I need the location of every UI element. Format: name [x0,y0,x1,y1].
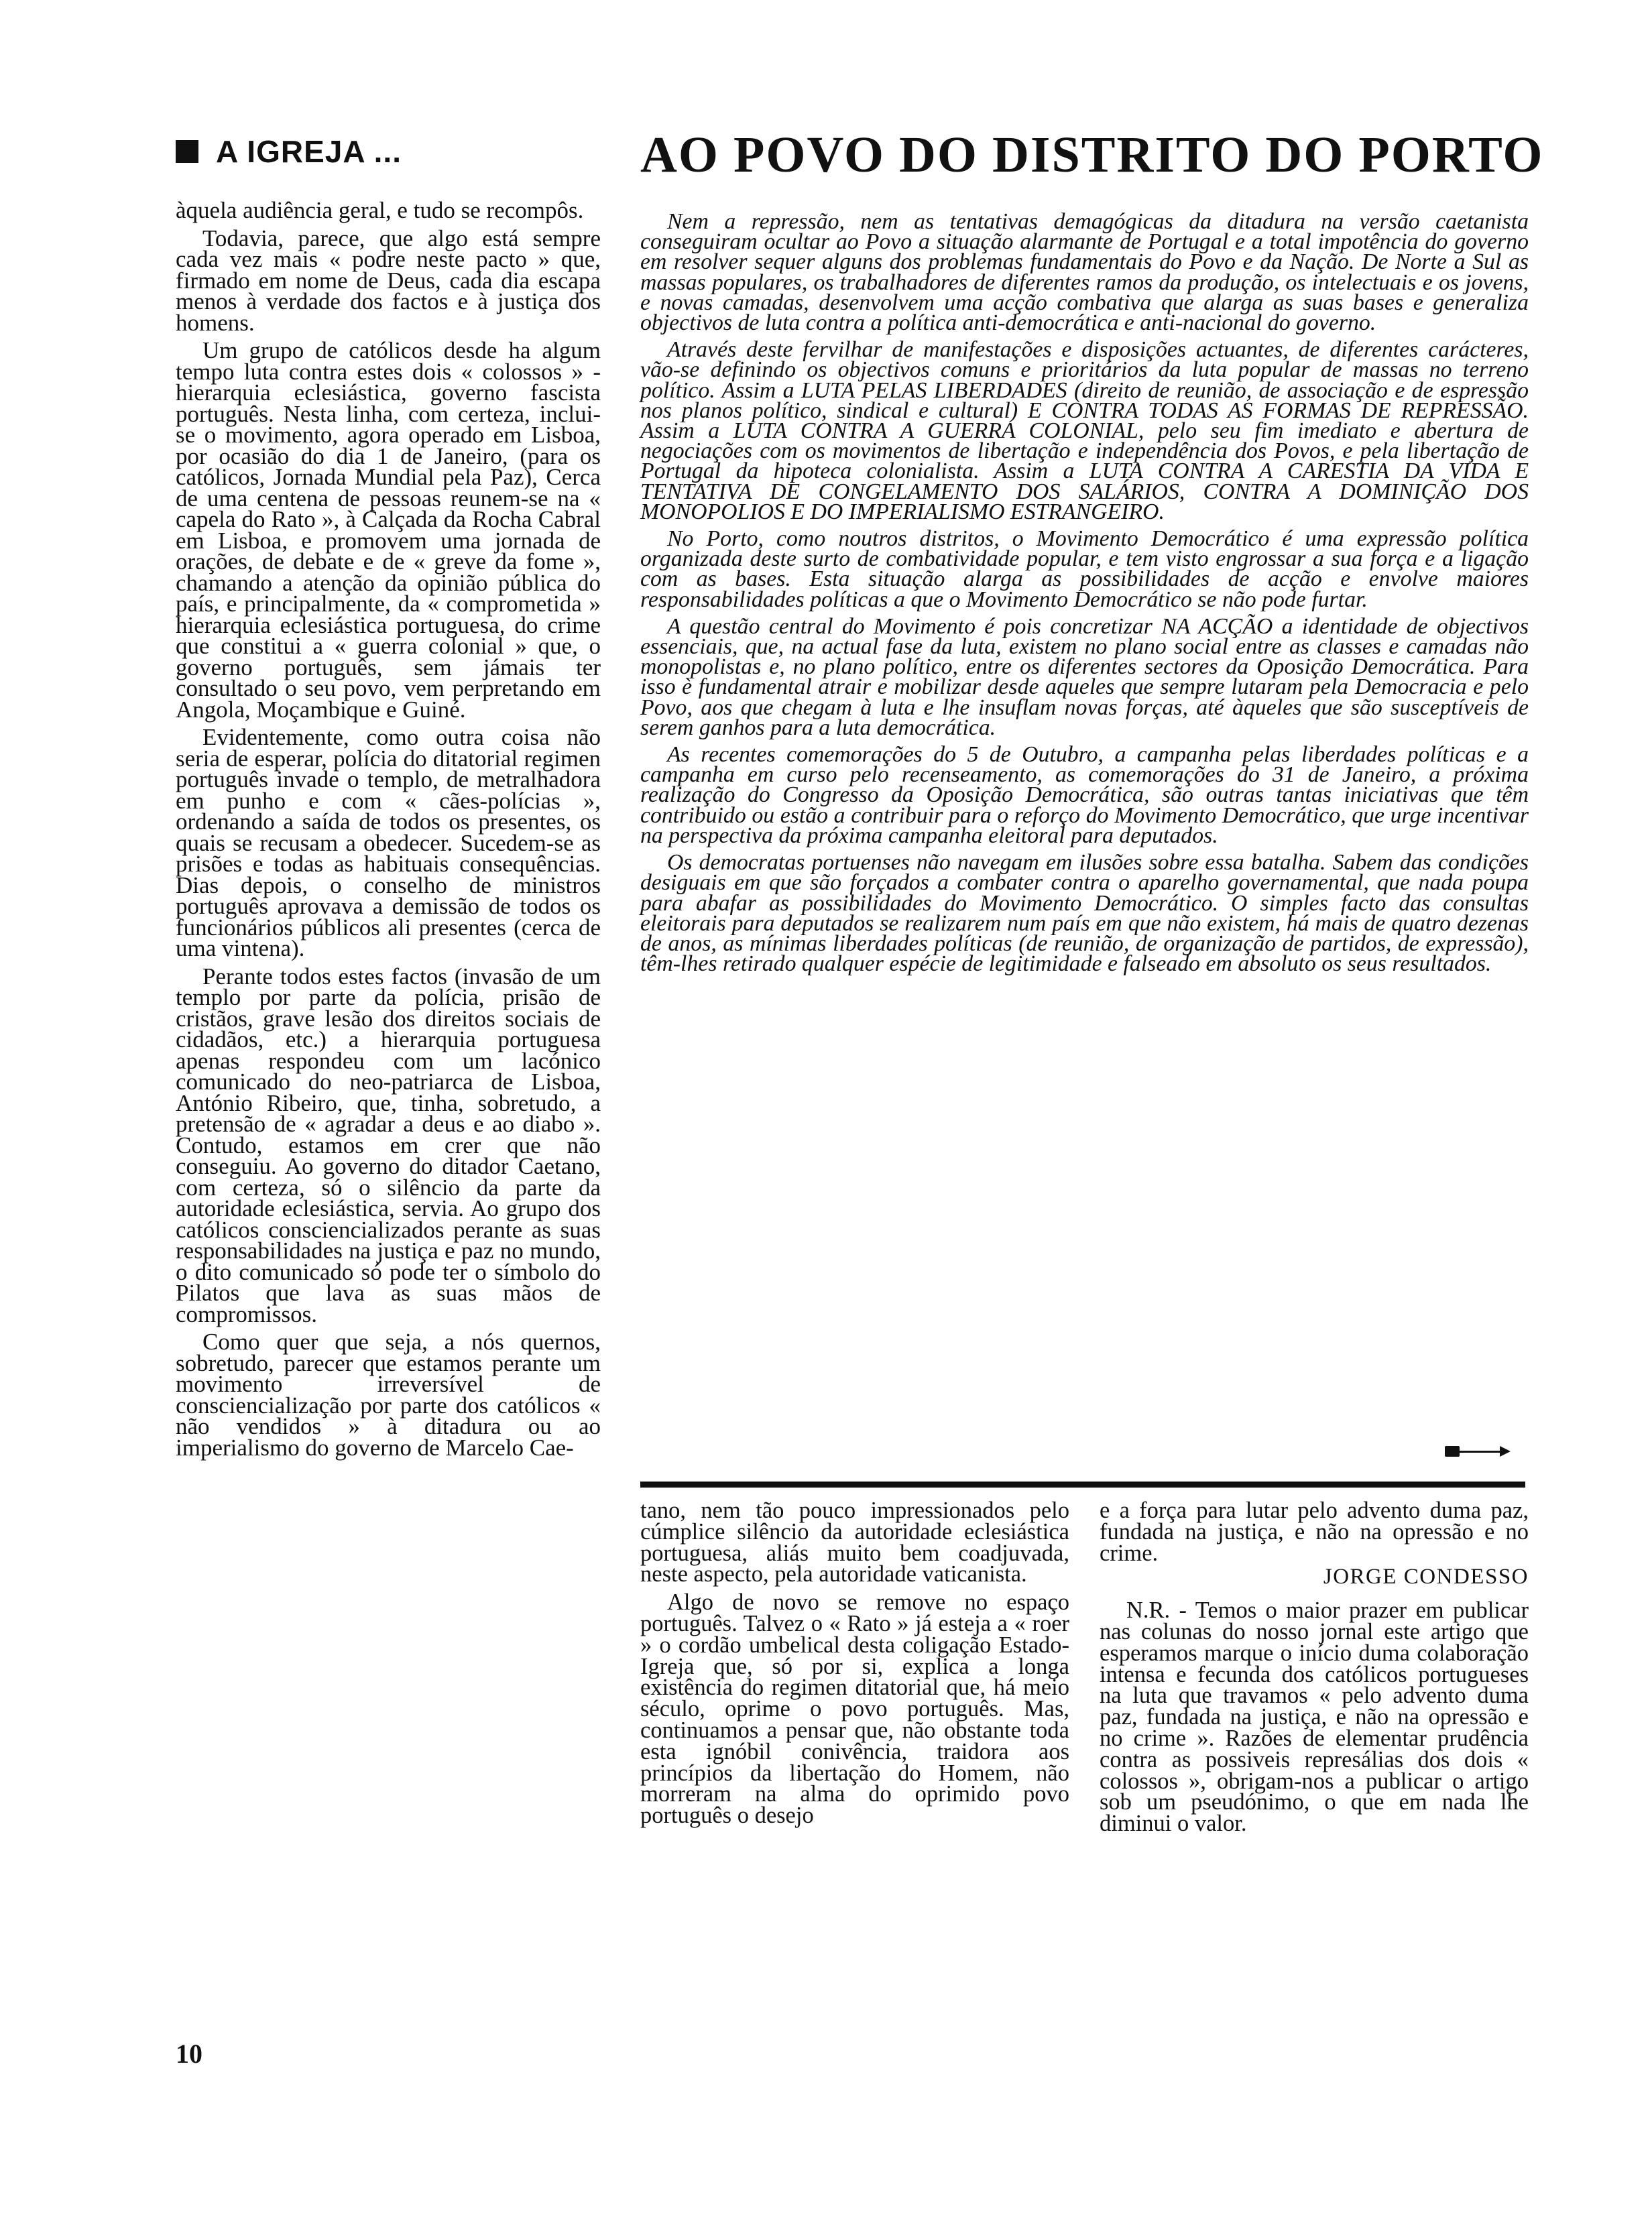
divider-rule [640,1482,1525,1488]
paragraph: As recentes comemorações do 5 de Outubro, a campanha pelas liberdades políticas e a campanha em curso pelo recenseamento, as comemorações do 31 de Janeiro, a próxima realização do Congresso da Oposição Democrática, são outras tantas iniciativas que têm contribuido ou estão a contribuir para o reforço do Movimento Democrático, que urge incentivar na perspectiva da próxima campanha eleitoral para deputados. [640,742,1529,848]
paragraph: Como quer que seja, a nós quernos, sobretudo, parecer que estamos perante um movimento irreversível de consciencialização por parte dos católicos « não vendidos » à ditadura ou ao imperialismo do governo de Marcelo Cae- [176,1329,601,1461]
paragraph: Perante todos estes factos (invasão de um templo por parte da polícia, prisão de cristãos, grave lesão dos direitos sociais de cidadãos, etc.) a hierarquia portuguesa apenas respondeu com um lacónico comunicado do neo-patriarca de Lisboa, António Ribeiro, que, tinha, sobretudo, a pretensão de « agradar a deus e ao diabo ». Contudo, estamos em crer que não conseguiu. Ao governo do ditador Caetano, com certeza, só o silêncio da parte da autoridade eclesiástica, servia. Ao grupo dos católicos consciencializados perante as suas responsabilidades na justiça e paz no mundo, o dito comunicado só pode ter o símbolo do Pilatos que lava as suas mãos de compromissos. [176,963,601,1327]
paragraph: No Porto, como noutros distritos, o Movimento Democrático é uma expressão política organizada deste surto de combatividade popular, e tem visto engrossar a sua força e a ligação com as bases. Esta situação alarga as possibilidades de acção e envolve maiores responsabilidades políticas a que o Movimento Democrático se não pode furtar. [640,526,1529,612]
paragraph: Um grupo de católicos desde ha algum tempo luta contra estes dois « colossos » - hierarquia eclesiástica, governo fascista português. Nesta linha, com certeza, inclui-se o movimento, agora operado em Lisboa, por ocasião do dia 1 de Janeiro, (para os católicos, Jornada Mundial pela Paz), Cerca de uma centena de pessoas reunem-se na « capela do Rato », à Calçada da Rocha Cabral em Lisboa, e promovem uma jornada de orações, de debate e de « greve da fome », chamando a atenção da opinião pública do país, e principalmente, da « comprometida » hierarquia eclesiástica portuguesa, do crime que constitui a « guerra colonial » que, o governo português, sem jámais ter consultado o seu povo, vem perpretando em Angola, Moçambique e Guiné. [176,337,601,723]
paragraph: Os democratas portuenses não navegam em ilusões sobre essa batalha. Sabem das condições desiguais em que são forçados a combater contra o aparelho governamental, que nada poupa para abafar as possibilidades do Movimento Democrático. O simples facto das consultas eleitorais para deputados se realizarem num país em que não existem, há mais de quatro dezenas de anos, as mínimas liberdades políticas (de reunião, de organização de partidos, de expressão), têm-lhes retirado qualquer espécie de legitimidade e falseado em absoluto os seus resultados. [640,850,1529,977]
paragraph: e a força para lutar pelo advento duma paz, fundada na justiça, e não na opressão e no crime. [1100,1498,1529,1566]
paragraph: àquela audiência geral, e tudo se recompôs. [176,197,584,223]
paragraph: Evidentemente, como outra coisa não seria de esperar, polícia do ditatorial regimen português invade o templo, de metralhadora em punho e com « cães-polícias », ordenando a saída de todos os presentes, os quais se recusam a obedecer. Sucedem-se as prisões e todas as habituais consequências. Dias depois, o conselho de ministros português aprovava a demissão de todos os funcionários públicos ali presentes (cerca de uma vintena). [176,724,601,961]
paragraph: A questão central do Movimento é pois concretizar NA ACÇÃO a identidade de objectivos essenciais, que, na actual fase da luta, existem no plano social entre as classes e camadas não monopolistas e, no plano político, entre os diferentes sectores da Oposição Democrática. Para isso è fundamental atrair e mobilizar desde aqueles que sempre lutaram pela Democracia e pelo Povo, aos que chegam à luta e lhe insuflam novas forças, até àqueles que são susceptíveis de serem ganhos para a luta democrática. [640,613,1529,740]
paragraph: Algo de novo se remove no espaço português. Talvez o « Rato » já esteja a « roer » o cordão umbelical desta coligação Estado-Igreja que, só por si, explica a longa existência do regimen ditatorial que, há meio século, oprime o povo português. Mas, continuamos a pensar que, não obstante toda esta ignóbil conivência, traidora aos princípios da libertação do Homem, não morreram na alma do oprimido povo português o desejo [640,1589,1069,1829]
author-signature: JORGE CONDESSO [1323,1565,1529,1589]
middle-column [640,1500,1069,1827]
article-title: AO POVO DO DISTRITO DO PORTO [640,127,1544,183]
article-body [640,209,1529,977]
paragraph: Através deste fervilhar de manifestações e disposições actuantes, de diferentes carácteres, vão-se definindo os objectivos comuns e prioritários da luta popular de massas no terreno político. Assim a LUTA PELAS LIBERDADES (direito de reunião, de associação e de espressão nos planos político, sindical e cultural) E CONTRA TODAS AS FORMAS DE REPRESSÃO. Assim a LUTA CONTRA A GUERRA COLONIAL, pelo seu fim imediato e abertura de negociações com os movimentos de libertação e independência dos Povos, e pela libertação de Portugal da hipoteca colonialista. Assim a LUTA CONTRA A CARESTIA DA VIDA E TENTATIVA DE CONGELAMENTO DOS SALÁRIOS, CONTRA A DOMINIÇÃO DOS MONOPOLIOS E DO IMPERIALISMO ESTRANGEIRO. [640,337,1529,524]
square-bullet-icon [176,140,198,163]
right-column [1100,1500,1529,1835]
left-column [176,197,601,1461]
section-heading [176,131,591,172]
editor-note: N.R. - Temos o maior prazer em publicar nas colunas do nosso jornal este artigo que esperamos marque o início duma colaboração intensa e fecunda dos católicos portugueses na luta que travamos « pelo advento duma paz, fundada na justiça, e não na opressão e no crime ». Razões de elementar prudência contra as possiveis represálias dos dois « colossos », obrigam-nos a publicar o artigo sob um pseudónimo, o que em nada lhe diminui o valor. [1100,1597,1529,1837]
page-number: 10 [176,2039,202,2069]
section-heading-text: A IGREJA ... [216,134,402,169]
arrow-right-icon [1445,1441,1519,1461]
paragraph: Todavia, parece, que algo está sempre cada vez mais « podre neste pacto » que, firmado em nome de Deus, cada dia escapa menos à verdade dos factos e à justiça dos homens. [176,225,601,336]
paragraph: tano, nem tão pouco impressionados pelo cúmplice silêncio da autoridade eclesiástica portuguesa, aliás muito bem coadjuvada, neste aspecto, pela autoridade vaticanista. [640,1498,1069,1587]
paragraph: Nem a repressão, nem as tentativas demagógicas da ditadura na versão caetanista conseguiram ocultar ao Povo a situação alarmante de Portugal e a total impotência do governo em resolver sequer alguns dos problemas fundamentais do Povo e da Nação. De Norte a Sul as massas populares, os trabalhadores de diferentes ramos da produção, os intelectuais e os jovens, e novas camadas, desenvolvem uma acção combativa que alarga as suas bases e generaliza objectivos de luta contra a política anti-democrática e anti-nacional do governo. [640,209,1529,336]
